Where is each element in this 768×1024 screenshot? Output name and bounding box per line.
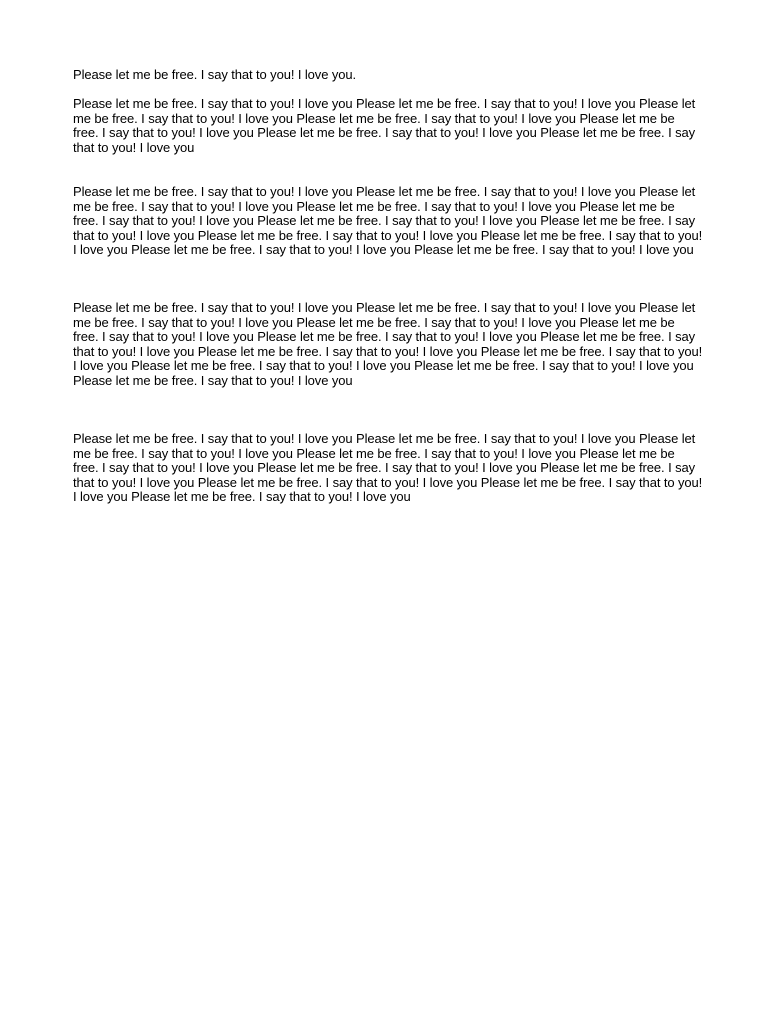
- paragraph-2: Please let me be free. I say that to you! I love you Please let me be free. I say that to you! I love you Please let me be free. I say that to you! I love you Please let me be free. I say that to you! I love you Please let me be free. I say that to you! I love you Please let me be free. I say that to you! I love you Please let me be free. I say that to you! I love you: [73, 96, 696, 155]
- paragraph-4: Please let me be free. I say that to you! I love you Please let me be free. I say that to you! I love you Please let me be free. I say that to you! I love you Please let me be free. I say that to you! I love you Please let me be free. I say that to you! I love you Please let me be free. I say that to you! I love you Please let me be free. I say that to you! I love you Please let me be free. I say that to you! I love you Please let me be free. I say that to you! I love you Please let me be free. I say that to you! I love you Please let me be free. I say that to you! I love you Please let me be free. I say that to you! I love you: [73, 300, 703, 388]
- paragraph-5: Please let me be free. I say that to you! I love you Please let me be free. I say that to you! I love you Please let me be free. I say that to you! I love you Please let me be free. I say that to you! I love you Please let me be free. I say that to you! I love you Please let me be free. I say that to you! I love you Please let me be free. I say that to you! I love you Please let me be free. I say that to you! I love you Please let me be free. I say that to you! I love you Please let me be free. I say that to you! I love you: [73, 431, 703, 504]
- paragraph-1: Please let me be free. I say that to you! I love you.: [73, 67, 357, 82]
- paragraph-3: Please let me be free. I say that to you! I love you Please let me be free. I say that to you! I love you Please let me be free. I say that to you! I love you Please let me be free. I say that to you! I love you Please let me be free. I say that to you! I love you Please let me be free. I say that to you! I love you Please let me be free. I say that to you! I love you Please let me be free. I say that to you! I love you Please let me be free. I say that to you! I love you Please let me be free. I say that to you! I love you Please let me be free. I say that to you! I love you: [73, 184, 703, 257]
